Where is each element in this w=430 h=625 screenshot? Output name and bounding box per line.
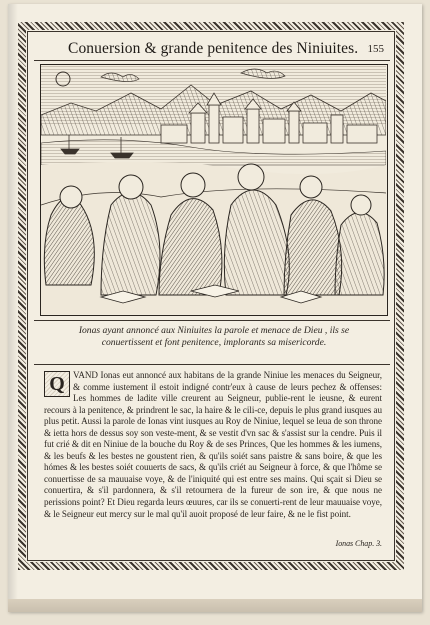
caption-top-rule [34, 320, 390, 321]
caption-bottom-rule [34, 364, 390, 365]
decorated-initial: Q [44, 371, 70, 397]
page-title: Conuersion & grande penitence des Niniuites. [68, 40, 359, 57]
body-text: VAND Ionas eut annoncé aux habitans de la grande Niniue les menaces du Seigneur, & comme iustement il estoit indigné contr'eux à cause de leurs pechez & offenses: Les hommes de ladite ville creurent au Seigneur, publie-rent le ieusne, & eurent recours à la penitence, & prindrent le sac, la haire & le cili-ce, depuis le plus grand iusques au plus petit. Aussi la parole de Ionas vint iusques au Roy de Niniue, lequel se leua de son throne & ietta hors de dessus soy son veste-ment, & se vestit d'vn sac & s'assist sur la cendre. Puis il fut crié & dit en Niniue de la bouche du Roy & de ses Princes, Que les hommes & les iumens, & les beufs & les bestes ne goustent rien, & qu'ils soiét sans paistre & sans boire, & que les hómes & les bestes soiét couuerts de sacs, & qu'ils criét au Seigneur à force, & que l'hôme se conuertisse de sa mauuaise voye, & de l'iniquité qui est entre ses mains. Qui sçait si Dieu se conuertira, & s'il pardonnera, & s'il retournera de la fureur de son ire, & que nous ne perissions point? Et Dieu regarda leurs œuures, car ils se conuerti-rent de leur mauuaise voye, & le Seigneur eut mercy sur le mal qu'il auoit proposé de leur faire, & ne le fist point. [44, 370, 382, 519]
page-number: 155 [367, 43, 384, 55]
caption-line-1: Ionas ayant annoncé aux Niniuites la parole et menace de Dieu , ils se [78, 325, 350, 336]
page-header [34, 38, 390, 60]
spine-shadow [8, 4, 18, 612]
scripture-reference: Ionas Chap. 3. [335, 539, 382, 548]
woodcut-illustration-icon [40, 64, 388, 316]
illustration-caption [44, 325, 384, 349]
page-edge [8, 599, 422, 612]
header-rule [34, 60, 390, 61]
body-paragraph [44, 370, 382, 548]
caption-line-2: conuertissent et font penitence, implorants sa misericorde. [101, 336, 327, 348]
